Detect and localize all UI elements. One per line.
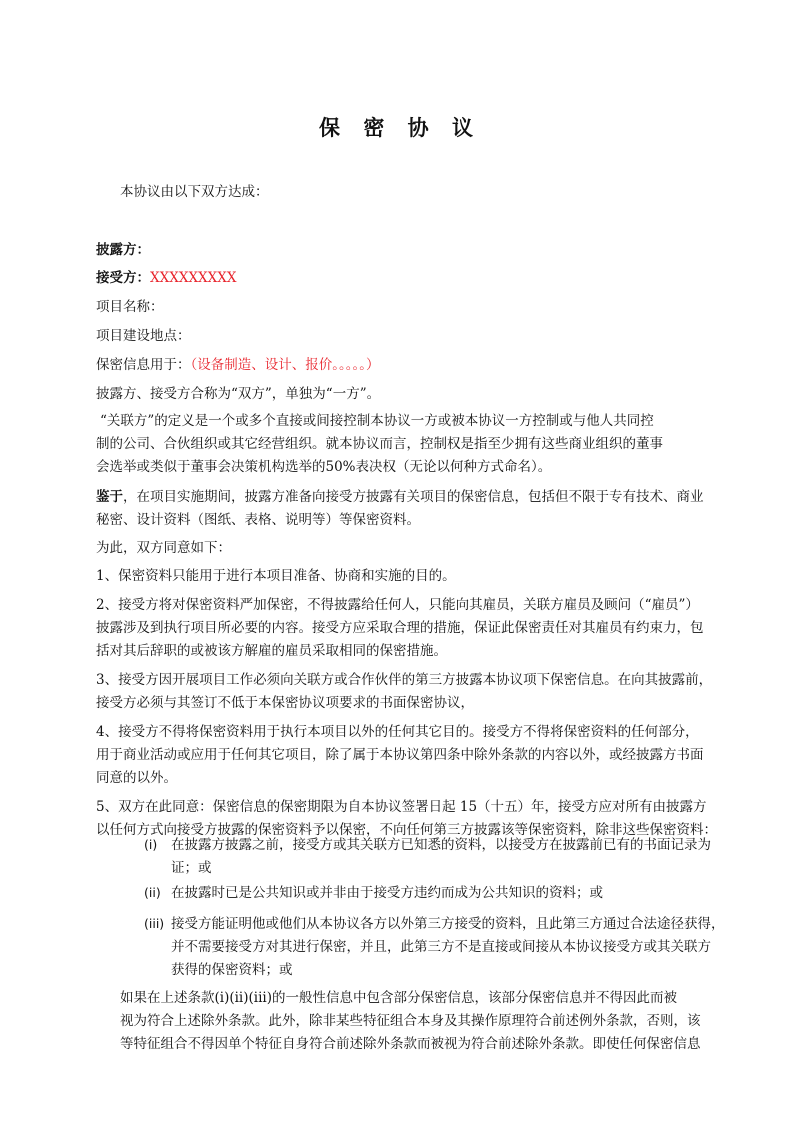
sub-item-number: (iii) [144, 916, 165, 931]
recipient-line [96, 268, 237, 288]
whereas-label: 鉴于 [96, 489, 123, 505]
project-name-label: 项目名称： [96, 299, 164, 315]
sub-item-i-line-1: 在披露方披露之前，接受方或其关联方已知悉的资料，以接受方在披露前已有的书面记录为 [171, 837, 711, 853]
purpose-label: 保密信息用于： [96, 357, 191, 373]
whereas-line-1 [96, 487, 704, 507]
intro-line: 本协议由以下双方达成： [120, 184, 269, 200]
document-title: 保 密 协 议 [319, 115, 481, 140]
whereas-text: ，在项目实施期间，披露方准备向接受方披露有关项目的保密信息，包括但不限于专有技术、商业 [123, 489, 704, 505]
clause-4-line-2: 用于商业活动或应用于任何其它项目，除了属于本协议第四条中除外条款的内容以外，或经披露方书面 [96, 747, 704, 763]
final-para-line-2: 视为符合上述除外条款。此外，除非某些特征组合本身及其操作原理符合前述例外条款，否则，该 [120, 1013, 701, 1029]
clause-1: 1、保密资料只能用于进行本项目准备、协商和实施的目的。 [96, 568, 456, 584]
sub-item-iii-line-1: 接受方能证明他或他们从本协议各方以外第三方接受的资料，且此第三方通过合法途径获得， [171, 916, 725, 932]
sub-item-number: (ii) [144, 885, 161, 900]
sub-item-ii-line-1: 在披露时已是公共知识或并非由于接受方违约而成为公共知识的资料；或 [171, 885, 603, 901]
clause-2-line-3: 括对其后辞职的或被该方解雇的雇员采取相同的保密措施。 [96, 643, 447, 659]
agree-line: 为此，双方同意如下： [96, 540, 231, 556]
clause-4-line-1: 4、接受方不得将保密资料用于执行本项目以外的任何其它目的。接受方不得将保密资料的任何部分， [96, 724, 699, 740]
affiliate-def-line-1: “关联方”的定义是一个或多个直接或间接控制本协议一方或被本协议一方控制或与他人共同控 [100, 413, 654, 429]
clause-2-line-2: 披露涉及到执行项目所必要的内容。接受方应采取合理的措施，保证此保密责任对其雇员有约束力，包 [96, 620, 704, 636]
whereas-line-2: 秘密、设计资料（图纸、表格、说明等）等保密资料。 [96, 512, 420, 528]
recipient-label: 接受方： [96, 270, 150, 286]
project-site-label: 项目建设地点： [96, 328, 191, 344]
discloser-label: 披露方： [96, 242, 150, 258]
clause-3-line-1: 3、接受方因开展项目工作必须向关联方或合作伙伴的第三方披露本协议项下保密信息。在向其披露前， [96, 672, 713, 688]
purpose-line [96, 355, 380, 375]
final-para-line-3: 等特征组合不得因单个特征自身符合前述除外条款而被视为符合前述除外条款。即使任何保密信息 [120, 1036, 701, 1052]
recipient-value: XXXXXXXXX [150, 270, 237, 286]
sub-item-number: (i) [144, 837, 158, 852]
clause-2-line-1: 2、接受方将对保密资料严加保密，不得披露给任何人，只能向其雇员，关联方雇员及顾问（“雇员”） [96, 597, 699, 613]
clause-3-line-2: 接受方必须与其签订不低于本保密协议项要求的书面保密协议， [96, 695, 474, 711]
sub-item-i-line-2: 证；或 [171, 860, 212, 876]
clause-4-line-3: 同意的以外。 [96, 770, 177, 786]
final-para-line-1: 如果在上述条款(i)(ii)(iii)的一般性信息中包含部分保密信息，该部分保密信息并不得因此而被 [120, 990, 678, 1006]
sub-item-iii-line-3: 获得的保密资料；或 [171, 962, 293, 978]
affiliate-def-line-2: 制的公司、合伙组织或其它经营组织。就本协议而言，控制权是指至少拥有这些商业组织的董事 [96, 436, 663, 452]
clause-5-line-1: 5、双方在此同意：保密信息的保密期限为自本协议签署日起 15（十五）年，接受方应对所有由披露方 [96, 799, 707, 815]
sub-item-iii-line-2: 并不需要接受方对其进行保密，并且，此第三方不是直接或间接从本协议接受方或其关联方 [171, 939, 711, 955]
affiliate-def-line-3: 会选举或类似于董事会决策机构选举的50%表决权（无论以何种方式命名）。 [96, 459, 552, 475]
clause-5-line-2: 以任何方式向接受方披露的保密资料予以保密，不向任何第三方披露该等保密资料，除非这些保密资料： [96, 822, 717, 838]
parties-definition: 披露方、接受方合称为“双方”，单独为“一方”。 [96, 386, 381, 402]
purpose-value: （设备制造、设计、报价。。。。。） [190, 357, 380, 373]
